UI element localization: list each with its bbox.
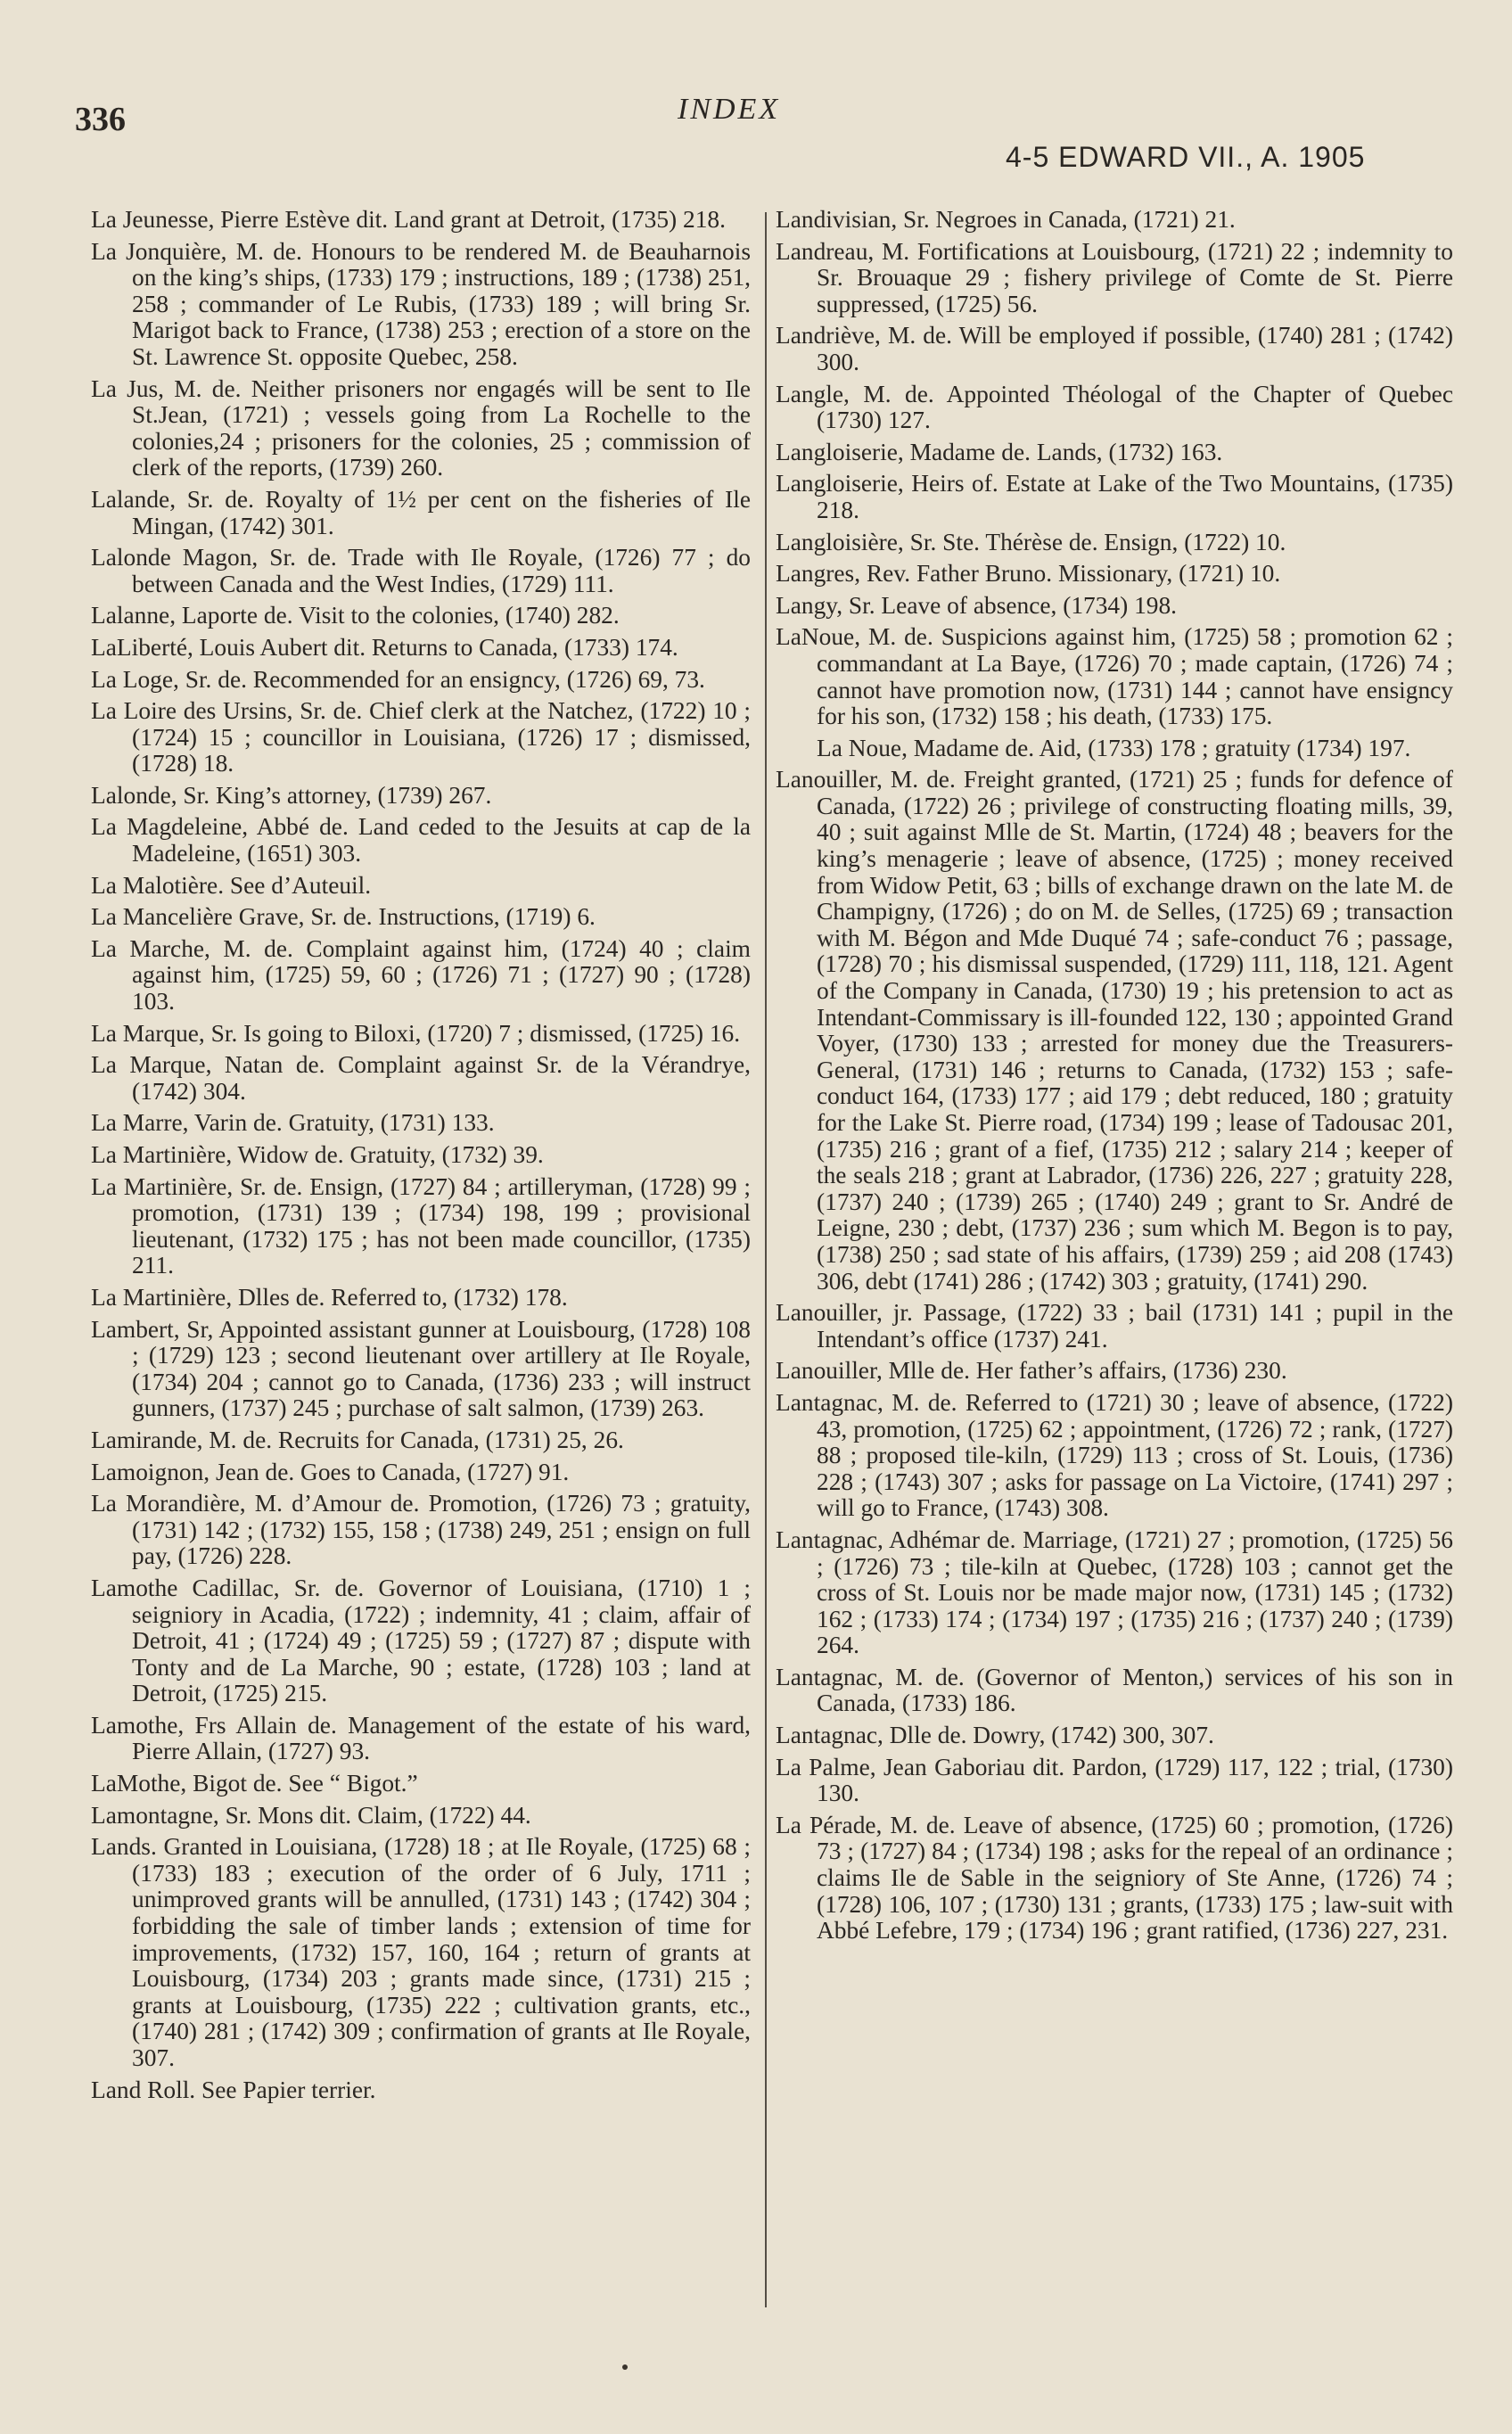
- index-entry: Lamirande, M. de. Recruits for Canada, (1731) 25, 26.: [91, 1426, 624, 1453]
- column-divider: [765, 212, 767, 2307]
- index-entry: Langloiserie, Heirs of. Estate at Lake of the Two Mountains, (1735) 218.: [776, 470, 1453, 523]
- index-entry: La Morandière, M. d’Amour de. Promotion, (1726) 73 ; gratuity, (1731) 142 ; (1732) 155, 158 ; (1738) 249, 251 ; ensign on full pay, (1726) 228.: [91, 1490, 751, 1570]
- index-entry: La Jonquière, M. de. Honours to be rendered M. de Beauharnois on the king’s ships, (1733) 179 ; instructions, 189 ; (1738) 251, 258 ; commander of Le Rubis, (1733) 189 ; will bring Sr. Marigot back to France, (1738) 253 ; erection of a store on the St. Lawrence St. opposite Quebec, 258.: [91, 237, 751, 370]
- index-entry: La Marque, Natan de. Complaint against Sr. de la Vérandrye, (1742) 304.: [91, 1051, 751, 1105]
- index-entry: Landreau, M. Fortifications at Louisbourg, (1721) 22 ; indemnity to Sr. Brouaque 29 ; fishery privilege of Comte de St. Pierre suppressed, (1725) 56.: [776, 237, 1453, 317]
- index-entry: LaMothe, Bigot de. See “ Bigot.”: [91, 1770, 418, 1797]
- index-entry: Lanouiller, jr. Passage, (1722) 33 ; bail (1731) 141 ; pupil in the Intendant’s office (1737) 241.: [776, 1299, 1453, 1353]
- index-entry: Lanouiller, Mlle de. Her father’s affairs, (1736) 230.: [776, 1357, 1287, 1385]
- volume-heading: 4-5 EDWARD VII., A. 1905: [1006, 141, 1366, 173]
- index-entry: La Pérade, M. de. Leave of absence, (1725) 60 ; promotion, (1726) 73 ; (1727) 84 ; (1734) 198 ; asks for the repeal of an ordinance ; claims Ile de Sable in the seigniory of Ste Anne, (1726) 74 ; (1728) 106, 107 ; (1730) 131 ; grants, (1733) 175 ; law-suit with Abbé Lefebre, 179 ; (1734) 196 ; grant ratified, (1736) 227, 231.: [776, 1811, 1453, 1945]
- index-entry: Lambert, Sr, Appointed assistant gunner at Louisbourg, (1728) 108 ; (1729) 123 ; second lieutenant over artillery at Ile Royale, (1734) 204 ; cannot go to Canada, (1736) 233 ; will instruct gunners, (1737) 245 ; purchase of salt salmon, (1739) 263.: [91, 1315, 751, 1422]
- index-entry: Lamothe Cadillac, Sr. de. Governor of Louisiana, (1710) 1 ; seigniory in Acadia, (1722) ; indemnity, 41 ; claim, affair of Detroit, 41 ; (1724) 49 ; (1725) 59 ; (1727) 87 ; dispute with Tonty and de La Marche, 90 ; estate, (1728) 103 ; land at Detroit, (1725) 215.: [91, 1574, 751, 1707]
- index-entry: La Palme, Jean Gaboriau dit. Pardon, (1729) 117, 122 ; trial, (1730) 130.: [776, 1753, 1453, 1807]
- index-entry: Langloiserie, Madame de. Lands, (1732) 163.: [776, 438, 1223, 465]
- index-entry: Lantagnac, M. de. (Governor of Menton,) services of his son in Canada, (1733) 186.: [776, 1663, 1453, 1717]
- index-entry: Langy, Sr. Leave of absence, (1734) 198.: [776, 591, 1178, 619]
- index-entry: Lalonde, Sr. King’s attorney, (1739) 267.: [91, 781, 492, 809]
- index-entry: Langle, M. de. Appointed Théologal of the Chapter of Quebec (1730) 127.: [776, 380, 1453, 434]
- index-entry: LaLiberté, Louis Aubert dit. Returns to Canada, (1733) 174.: [91, 633, 678, 661]
- index-entry: Lalanne, Laporte de. Visit to the colonies, (1740) 282.: [91, 602, 620, 629]
- index-entry: Lamothe, Frs Allain de. Management of the estate of his ward, Pierre Allain, (1727) 93.: [91, 1711, 751, 1765]
- index-entry: Lantagnac, M. de. Referred to (1721) 30 ; leave of absence, (1722) 43, promotion, (1725) 62 ; appointment, (1726) 72 ; rank, (1727) 88 ; proposed tile-kiln, (1729) 113 ; cross of St. Louis, (1736) 228 ; (1743) 307 ; asks for passage on La Victoire, (1741) 297 ; will go to France, (1743) 308.: [776, 1388, 1453, 1522]
- index-entry: Land Roll. See Papier terrier.: [91, 2076, 376, 2103]
- index-entry: Lantagnac, Adhémar de. Marriage, (1721) 27 ; promotion, (1725) 56 ; (1726) 73 ; tile-kiln at Quebec, (1728) 103 ; cannot get the cross of St. Louis nor be made major now, (1731) 145 ; (1732) 162 ; (1733) 174 ; (1734) 197 ; (1735) 216 ; (1737) 240 ; (1739) 264.: [776, 1525, 1453, 1659]
- index-entry: La Jeunesse, Pierre Estève dit. Land grant at Detroit, (1735) 218.: [91, 206, 726, 233]
- left-index-column: [91, 207, 751, 2109]
- index-entry: La Mancelière Grave, Sr. de. Instructions, (1719) 6.: [91, 903, 596, 931]
- printer-mark: [622, 2364, 628, 2370]
- index-entry: La Martinière, Dlles de. Referred to, (1732) 178.: [91, 1283, 568, 1311]
- index-entry: La Martinière, Widow de. Gratuity, (1732) 39.: [91, 1141, 544, 1168]
- index-entry: Lalande, Sr. de. Royalty of 1½ per cent on the fisheries of Ile Mingan, (1742) 301.: [91, 485, 751, 539]
- index-entry: La Jus, M. de. Neither prisoners nor engagés will be sent to Ile St.Jean, (1721) ; vessels going from La Rochelle to the colonies,24 ; prisoners for the colonies, 25 ; commission of clerk of the reports, (1739) 260.: [91, 374, 751, 481]
- index-entry: La Marche, M. de. Complaint against him, (1724) 40 ; claim against him, (1725) 59, 60 ; (1726) 71 ; (1727) 90 ; (1728) 103.: [91, 934, 751, 1016]
- index-entry: Lalonde Magon, Sr. de. Trade with Ile Royale, (1726) 77 ; do between Canada and the West Indies, (1729) 111.: [91, 544, 751, 597]
- index-entry: Landriève, M. de. Will be employed if possible, (1740) 281 ; (1742) 300.: [776, 322, 1453, 375]
- index-entry: La Marre, Varin de. Gratuity, (1731) 133.: [91, 1109, 495, 1137]
- index-entry: La Marque, Sr. Is going to Biloxi, (1720) 7 ; dismissed, (1725) 16.: [91, 1019, 741, 1047]
- index-entry: Lamoignon, Jean de. Goes to Canada, (1727) 91.: [91, 1458, 570, 1485]
- index-entry: La Loge, Sr. de. Recommended for an ensigncy, (1726) 69, 73.: [91, 665, 705, 693]
- index-entry: Langloisière, Sr. Ste. Thérèse de. Ensign, (1722) 10.: [776, 528, 1286, 555]
- index-entry: La Loire des Ursins, Sr. de. Chief clerk at the Natchez, (1722) 10 ; (1724) 15 ; councillor in Louisiana, (1726) 17 ; dismissed, (1728) 18.: [91, 697, 751, 777]
- running-head: INDEX: [678, 93, 781, 126]
- index-entry: Lamontagne, Sr. Mons dit. Claim, (1722) 44.: [91, 1801, 531, 1829]
- page-number: 336: [75, 101, 126, 138]
- index-entry: LaNoue, M. de. Suspicions against him, (1725) 58 ; promotion 62 ; commandant at La Baye, (1726) 70 ; made captain, (1726) 74 ; cannot have promotion now, (1731) 144 ; cannot have ensigncy for his son, (1732) 158 ; his death, (1733) 175.: [776, 623, 1453, 730]
- index-entry: Landivisian, Sr. Negroes in Canada, (1721) 21.: [776, 206, 1236, 233]
- index-entry: Lands. Granted in Louisiana, (1728) 18 ; at Ile Royale, (1725) 68 ; (1733) 183 ; execution of the order of 6 July, 1711 ; unimproved grants will be annulled, (1731) 143 ; (1742) 304 ; forbidding the sale of timber lands ; extension of time for improvements, (1732) 157, 160, 164 ; return of grants at Louisbourg, (1734) 203 ; grants made since, (1731) 215 ; grants at Louisbourg, (1735) 222 ; cultivation grants, etc., (1740) 281 ; (1742) 309 ; confirmation of grants at Ile Royale, 307.: [91, 1833, 751, 2071]
- index-entry: La Martinière, Sr. de. Ensign, (1727) 84 ; artilleryman, (1728) 99 ; promotion, (1731) 139 ; (1734) 198, 199 ; provisional lieutenant, (1732) 175 ; has not been made councillor, (1735) 211.: [91, 1172, 751, 1279]
- index-entry: Lanouiller, M. de. Freight granted, (1721) 25 ; funds for defence of Canada, (1722) 26 ; privilege of constructing floating mills, 39, 40 ; suit against Mlle de St. Martin, (1724) 48 ; beavers for the king’s menagerie ; leave of absence, (1725) ; money received from Widow Petit, 63 ; bills of exchange drawn on the late M. de Champigny, (1726) ; do on M. de Selles, (1725) 69 ; transaction with M. Bégon and Mde Duqué 74 ; safe-conduct 76 ; passage, (1728) 70 ; his dismissal suspended, (1729) 111, 118, 121. Agent of the Company in Canada, (1730) 19 ; his pretension to act as Intendant-Commissary is ill-founded 122, 130 ; appointed Grand Voyer, (1730) 133 ; arrested for money due the Treasurers-General, (1731) 146 ; returns to Canada, (1732) 153 ; safe-conduct 164, (1733) 177 ; aid 179 ; debt reduced, 180 ; gratuity for the Lake St. Pierre road, (1734) 199 ; lease of Tadousac 201, (1735) 216 ; grant of a fief, (1735) 212 ; salary 214 ; keeper of the seals 218 ; grant at Labrador, (1736) 226, 227 ; gratuity 228, (1737) 240 ; (1739) 265 ; (1740) 249 ; grant to Sr. André de Leigne, 230 ; debt, (1737) 236 ; sum which M. Begon is to pay, (1738) 250 ; sad state of his affairs, (1739) 259 ; aid 208 (1743) 306, debt (1741) 286 ; (1742) 303 ; gratuity, (1741) 290.: [776, 766, 1453, 1295]
- index-entry: La Malotière. See d’Auteuil.: [91, 871, 372, 899]
- index-entry: Lantagnac, Dlle de. Dowry, (1742) 300, 307.: [776, 1722, 1214, 1749]
- index-subentry: La Noue, Madame de. Aid, (1733) 178 ; gratuity (1734) 197.: [817, 734, 1411, 761]
- right-index-column: [776, 207, 1453, 1950]
- index-entry: La Magdeleine, Abbé de. Land ceded to the Jesuits at cap de la Madeleine, (1651) 303.: [91, 813, 751, 868]
- index-entry: Langres, Rev. Father Bruno. Missionary, (1721) 10.: [776, 560, 1281, 588]
